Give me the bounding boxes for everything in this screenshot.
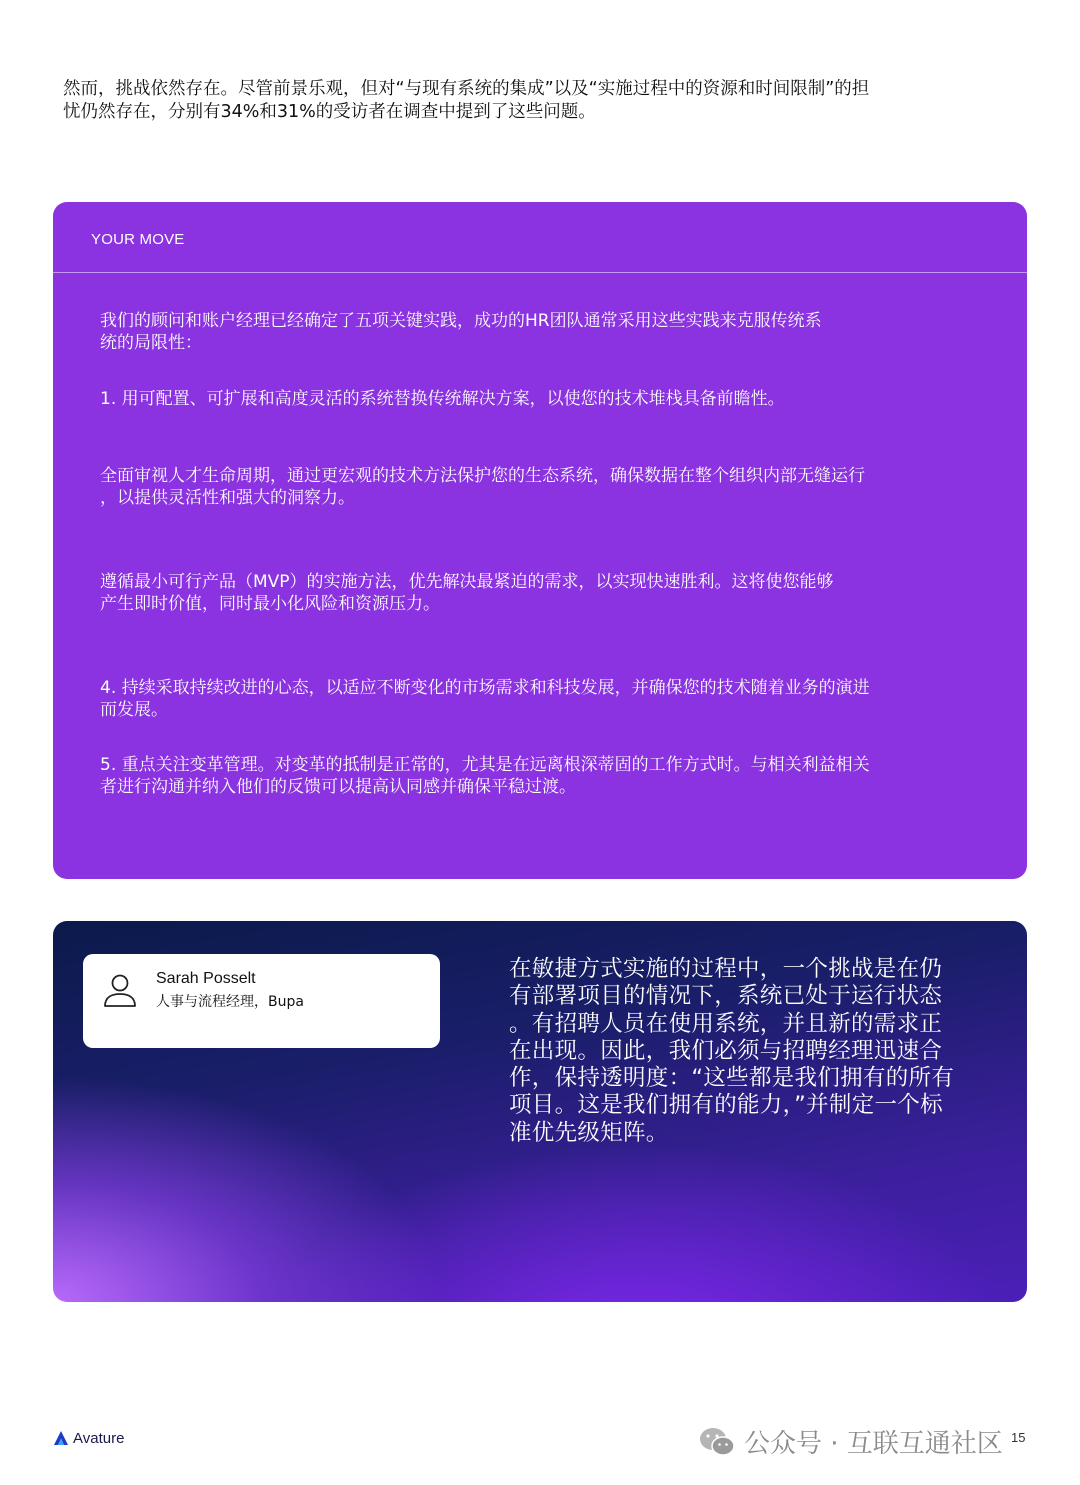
practice-item-3 — [100, 571, 990, 615]
watermark — [698, 1423, 1003, 1460]
person-role: 人事与流程经理，Bupa — [156, 994, 304, 1010]
quote-line: 有部署项目的情况下，系统已处于运行状态 — [509, 983, 943, 1010]
your-move-header: YOUR MOVE — [91, 231, 185, 248]
text-line: 4. 持续采取持续改进的心态，以适应不断变化的市场需求和科技发展，并确保您的技术随着业务的演进 — [100, 678, 870, 698]
quote-card — [53, 921, 1027, 1302]
practice-item-4 — [100, 677, 990, 721]
intro-line: 忧仍然存在，分别有34%和31%的受访者在调查中提到了这些问题。 — [63, 102, 596, 122]
text-line: 产生即时价值，同时最小化风险和资源压力。 — [100, 594, 440, 614]
text-line: 5. 重点关注变革管理。对变革的抵制是正常的，尤其是在远离根深蒂固的工作方式时。与相关利益相关 — [100, 755, 870, 775]
text-line: 而发展。 — [100, 700, 168, 720]
intro-paragraph — [63, 78, 963, 124]
text-line: 我们的顾问和账户经理已经确定了五项关键实践，成功的HR团队通常采用这些实践来克服传统系 — [100, 311, 822, 331]
avature-logo — [53, 1428, 124, 1448]
your-move-lead — [100, 310, 990, 354]
watermark-text: 公众号 · 互联互通社区 — [744, 1429, 1003, 1459]
person-card — [83, 954, 440, 1048]
text-line: 统的局限性： — [100, 333, 202, 353]
text-line: 遵循最小可行产品（MVP）的实施方法，优先解决最紧迫的需求，以实现快速胜利。这将使您能够 — [100, 572, 834, 592]
quote-line: 在出现。因此，我们必须与招聘经理迅速合 — [509, 1037, 943, 1064]
practice-item-5 — [100, 754, 990, 798]
quote-line: 作，保持透明度：“这些都是我们拥有的所有 — [509, 1065, 955, 1092]
your-move-divider — [53, 272, 1027, 273]
avature-logo-icon — [53, 1430, 69, 1446]
practice-item-2 — [100, 465, 990, 509]
page-number: 15 — [1011, 1430, 1026, 1445]
quote-line: 项目。这是我们拥有的能力，”并制定一个标 — [509, 1092, 943, 1119]
text-line: 全面审视人才生命周期，通过更宏观的技术方法保护您的生态系统，确保数据在整个组织内部无缝运行 — [100, 466, 865, 486]
practice-item-1 — [100, 388, 990, 410]
quote-line: 。有招聘人员在使用系统，并且新的需求正 — [509, 1010, 943, 1037]
text-line: 1. 用可配置、可扩展和高度灵活的系统替换传统解决方案，以使您的技术堆栈具备前瞻性。 — [100, 389, 785, 409]
quote-line: 在敏捷方式实施的过程中，一个挑战是在仍 — [509, 956, 943, 982]
text-line: 者进行沟通并纳入他们的反馈可以提高认同感并确保平稳过渡。 — [100, 777, 576, 797]
text-line: ，以提供灵活性和强大的洞察力。 — [100, 488, 355, 508]
quote-text — [509, 956, 995, 1147]
your-move-card — [53, 202, 1027, 879]
person-name: Sarah Posselt — [156, 970, 256, 987]
intro-line: 然而，挑战依然存在。尽管前景乐观，但对“与现有系统的集成”以及“实施过程中的资源和时间限制”的担 — [63, 79, 870, 99]
logo-text: Avature — [73, 1429, 125, 1447]
wechat-icon — [698, 1425, 736, 1459]
quote-line: 准优先级矩阵。 — [509, 1119, 669, 1146]
user-outline-icon — [103, 973, 137, 1009]
